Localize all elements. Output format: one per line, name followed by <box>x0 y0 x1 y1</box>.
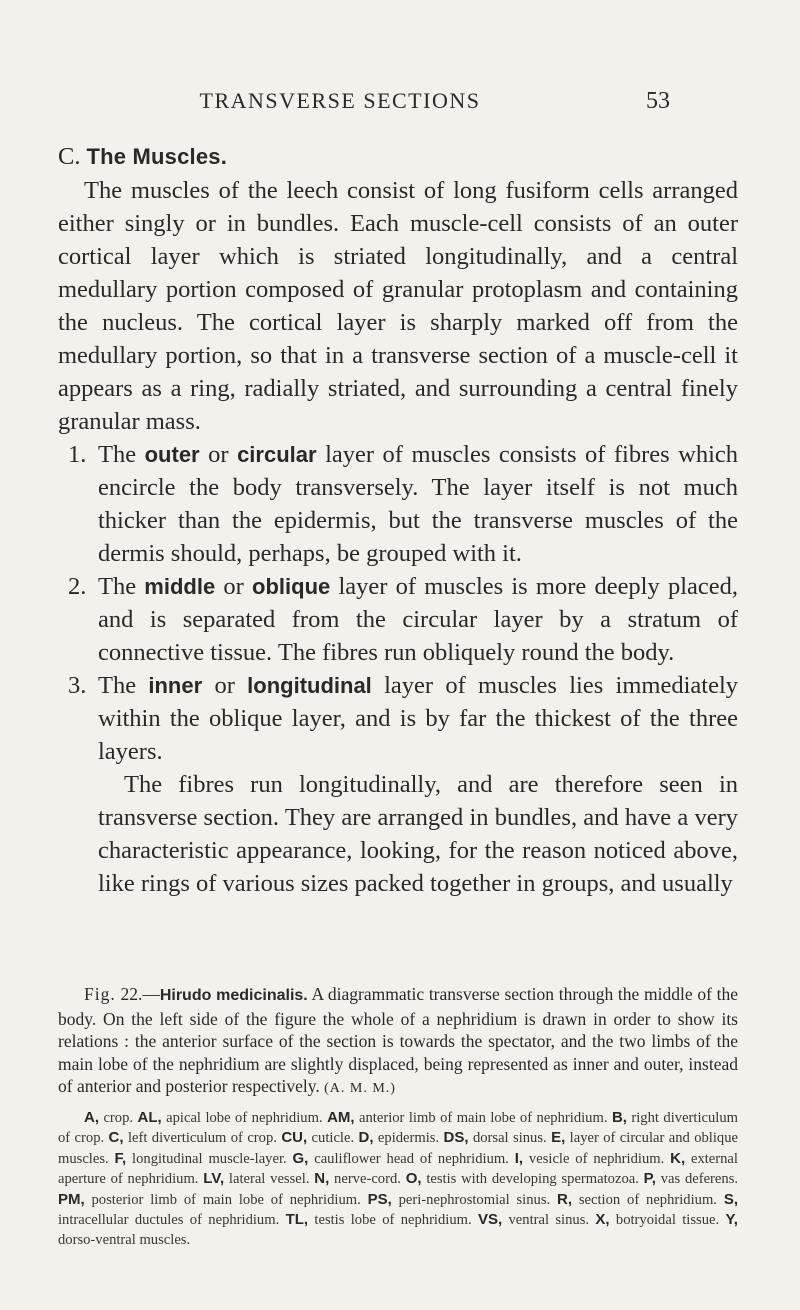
legend-entry <box>595 1212 719 1228</box>
legend-text: testis lobe of nephridium. <box>308 1212 472 1228</box>
legend-key: E, <box>551 1129 566 1146</box>
main-text <box>58 140 738 900</box>
list-item-lead: The <box>98 573 137 600</box>
legend-entry <box>115 1151 287 1167</box>
legend-text: ventral sinus. <box>502 1212 590 1228</box>
legend-entry <box>293 1151 509 1167</box>
legend-text: vas deferens. <box>655 1171 739 1187</box>
legend-text: lateral vessel. <box>224 1171 310 1187</box>
legend-text: apical lobe of nephridium. <box>161 1109 323 1126</box>
section-title: The Muscles. <box>86 144 228 169</box>
legend-text: external aperture of nephridium. <box>58 1150 738 1187</box>
list-item-keyword: circular <box>237 442 317 467</box>
list-item-number: 2. <box>68 573 87 600</box>
legend-entry <box>281 1130 354 1146</box>
legend-text: anterior limb of main lobe of nephridium. <box>354 1109 608 1126</box>
legend-text: intracellular ductules of nephridium. <box>58 1212 280 1228</box>
legend-text: nerve-cord. <box>329 1171 401 1187</box>
legend-entry <box>58 1192 361 1208</box>
list-item-keyword: outer <box>144 442 200 467</box>
list-item-keyword: longitudinal <box>247 673 372 698</box>
legend-entry <box>286 1212 472 1228</box>
legend-entry <box>444 1130 547 1146</box>
figure-species: Hirudo medicinalis. <box>159 987 308 1004</box>
running-head <box>0 88 800 124</box>
legend-key: F, <box>114 1149 127 1167</box>
legend-key: N, <box>314 1170 330 1187</box>
list-item-outer-layer <box>58 438 738 570</box>
list-item-lead: The <box>98 441 137 468</box>
legend-entry <box>203 1171 309 1187</box>
list-item-text: layer of muscles consists of fibres which encircle the body transversely. The layer itself is not much thicker than the epidermis, but the transverse muscles of the dermis should, perhaps, be grouped with it. <box>98 441 739 567</box>
muscle-layer-list <box>58 438 738 900</box>
legend-key: CU, <box>281 1129 308 1146</box>
list-item-mid: or <box>208 441 229 468</box>
legend-key: R, <box>557 1190 573 1208</box>
legend-key: A, <box>84 1108 99 1126</box>
legend-key: TL, <box>285 1211 309 1228</box>
list-item-mid: or <box>223 573 244 600</box>
legend-text: crop. <box>99 1109 134 1126</box>
legend-entry <box>478 1212 589 1228</box>
legend-key: VS, <box>477 1211 503 1228</box>
legend-key: D, <box>358 1129 374 1146</box>
legend-entry <box>644 1171 738 1187</box>
legend-text: right diverticulum of crop. <box>58 1109 738 1146</box>
legend-key: K, <box>670 1149 686 1167</box>
list-item-text: layer of muscles lies immediately within the oblique layer, and is by far the thickest of the three layers. <box>98 672 739 765</box>
legend-text: vesicle of nephridium. <box>523 1150 665 1167</box>
legend-key: LV, <box>203 1170 225 1187</box>
legend-text: epidermis. <box>373 1130 440 1146</box>
page-number: 53 <box>646 88 670 114</box>
figure-caption: Fig. 22.—Hirudo medicinalis. A diagrammatic transverse section through the middle of the body. On the left side of the figure the whole of a nephridium is drawn in order to show its relations : the anterior surface of the section is towards the spectator, and the two limbs of the main lobe of the nephridium are slightly displaced, being represented as inner and outer, instead of anterior and posterior respectively. (A. M. M.) <box>58 984 738 1096</box>
figure-description: A diagrammatic transverse section through the middle of the body. On the left side of the figure the whole of a nephridium is drawn in order to show its relations : the anterior surface of the section is towards the spectator, and the two limbs of the main lobe of the nephridium are slightly displaced, being represented as inner and outer, instead of anterior and posterior respectively. <box>58 984 738 1096</box>
legend-key: B, <box>611 1108 627 1126</box>
legend-entry <box>515 1151 665 1167</box>
legend-text: cuticle. <box>307 1130 355 1146</box>
intro-paragraph: The muscles of the leech consist of long fusiform cells arranged either singly or in bundles. Each muscle-cell consists of an outer cortical layer which is striated longitudinally, and a central medullary portion composed of granular protoplasm and containing the nucleus. The cortical layer is sharply marked off from the medullary portion, so that in a transverse section of a muscle-cell it appears as a ring, radially striated, and surrounding a central finely granular mass. <box>58 177 738 435</box>
legend-key: O, <box>405 1170 422 1187</box>
list-item-keyword: inner <box>148 673 203 698</box>
legend-entry <box>314 1171 401 1187</box>
legend-key: AL, <box>137 1108 162 1126</box>
legend-text: peri-nephrostomial sinus. <box>391 1191 551 1208</box>
legend-text: botryoidal tissue. <box>609 1212 720 1228</box>
list-item-text: layer of muscles is more deeply placed, and is separated from the circular layer by a stratum of connective tissue. The fibres run obliquely round the body. <box>98 573 738 666</box>
legend-key: PS, <box>367 1190 392 1208</box>
figure-credit: (A. M. M.) <box>324 1081 396 1096</box>
figure-label: Fig. <box>84 984 116 1004</box>
figure-number: 22. <box>120 984 143 1004</box>
list-item-lead: The <box>98 672 137 699</box>
running-title: TRANSVERSE SECTIONS <box>199 88 481 113</box>
legend-key: S, <box>723 1190 738 1208</box>
legend-text: left diverticulum of crop. <box>123 1130 277 1146</box>
legend-text: layer of circular and oblique muscles. <box>58 1130 738 1167</box>
legend-text: cauliflower head of nephridium. <box>308 1150 509 1167</box>
list-item-keyword: middle <box>144 574 216 599</box>
legend-key: AM, <box>327 1108 355 1126</box>
legend-entry <box>327 1110 607 1126</box>
list-item-keyword: oblique <box>252 574 331 599</box>
legend-text: testis with developing spermatozoa. <box>421 1171 639 1187</box>
legend-text: dorso-ventral muscles. <box>58 1231 191 1248</box>
legend-entry <box>368 1192 551 1208</box>
legend-entry <box>557 1192 717 1208</box>
list-item-number: 3. <box>68 672 87 699</box>
legend-entry <box>138 1110 323 1126</box>
list-item-middle-layer <box>58 570 738 669</box>
legend-key: DS, <box>443 1129 469 1146</box>
legend-text: dorsal sinus. <box>468 1130 547 1146</box>
legend-entry <box>109 1130 277 1146</box>
legend-entry <box>84 1110 133 1126</box>
list-item-mid: or <box>214 672 235 699</box>
section-letter: C. <box>58 143 81 170</box>
legend-key: Y, <box>725 1211 738 1228</box>
legend-key: I, <box>514 1149 524 1167</box>
legend-key: X, <box>595 1211 610 1228</box>
legend-entry <box>359 1130 440 1146</box>
legend-text: posterior limb of main lobe of nephridium. <box>84 1191 361 1208</box>
list-item-number: 1. <box>68 441 87 468</box>
figure-legend <box>58 1108 738 1251</box>
section-heading <box>58 140 738 173</box>
list-item-continuation: The fibres run longitudinally, and are therefore seen in transverse section. They are arranged in bundles, and have a very characteristic appearance, looking, for the reason noticed above, like rings of various sizes packed together in groups, and usually <box>98 771 738 897</box>
legend-key: C, <box>108 1129 124 1146</box>
figure-caption-block <box>58 983 738 1250</box>
legend-key: P, <box>643 1170 656 1187</box>
legend-key: G, <box>292 1149 309 1167</box>
list-item-inner-layer <box>58 669 738 900</box>
legend-text: longitudinal muscle-layer. <box>126 1150 287 1167</box>
legend-key: PM, <box>58 1190 85 1208</box>
legend-entry <box>406 1171 639 1187</box>
legend-text: section of nephridium. <box>572 1191 717 1208</box>
